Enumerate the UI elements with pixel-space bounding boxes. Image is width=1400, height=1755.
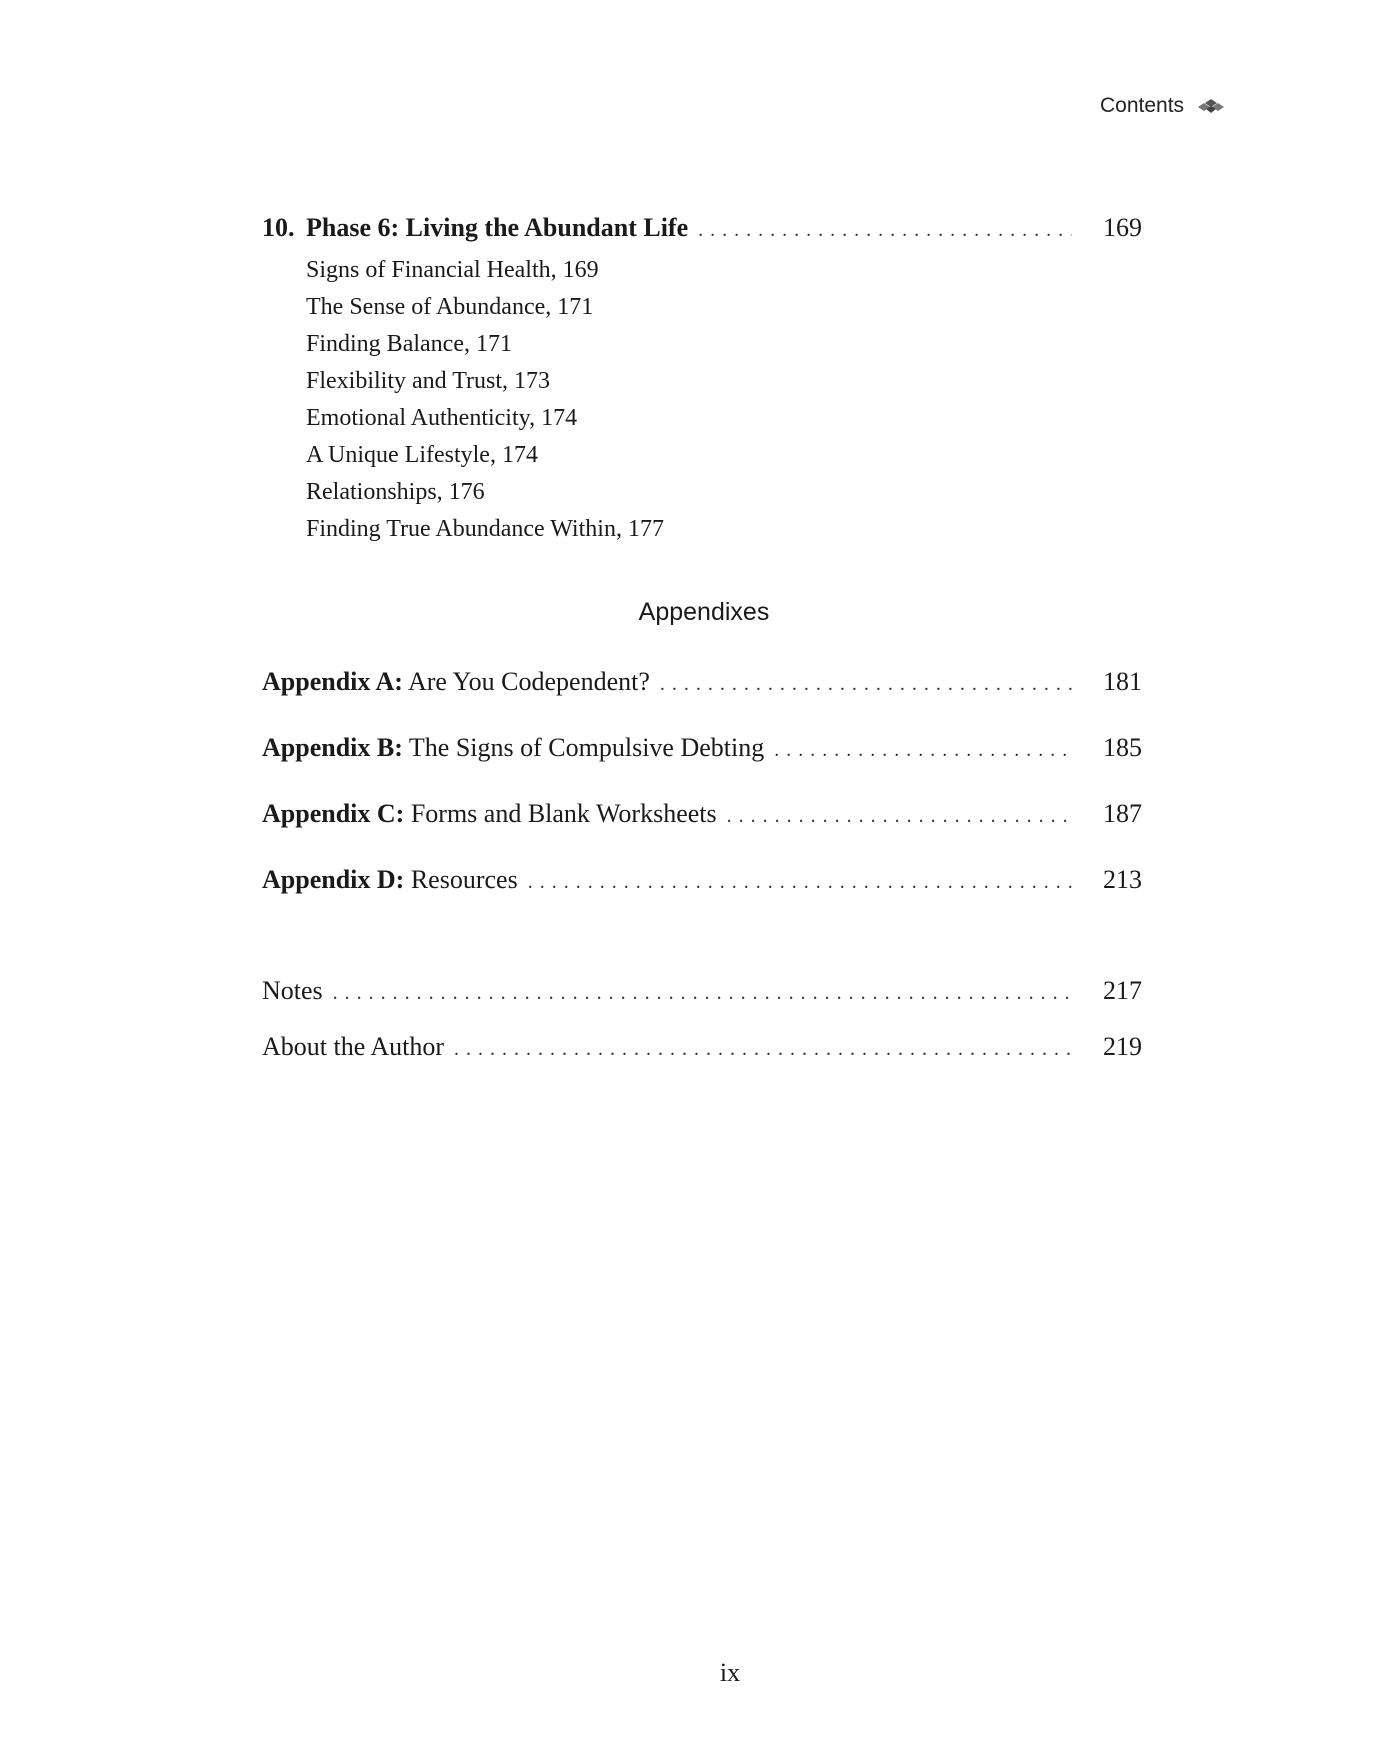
appendix-label: Appendix A: xyxy=(262,667,403,696)
subentry[interactable]: Emotional Authenticity, 174 xyxy=(306,405,578,431)
page-number: 213 xyxy=(1103,865,1142,894)
running-head xyxy=(1100,94,1224,118)
running-head-title: Contents xyxy=(1100,94,1185,117)
appendix-label: Appendix D: xyxy=(262,865,405,894)
chapter-number: 10. xyxy=(262,213,295,242)
subentry[interactable]: Relationships, 176 xyxy=(306,479,485,505)
appendix-label: Appendix C: xyxy=(262,799,405,828)
toc-entry-about-the-author[interactable] xyxy=(262,1031,1142,1065)
subentry[interactable]: The Sense of Abundance, 171 xyxy=(306,294,594,320)
dot-leader xyxy=(454,1033,1072,1065)
page-number: 185 xyxy=(1103,733,1142,762)
toc-entry-appendix-d[interactable] xyxy=(262,864,1142,898)
page-number: 187 xyxy=(1103,799,1142,828)
subentry[interactable]: Finding Balance, 171 xyxy=(306,331,512,357)
appendix-title: The Signs of Compulsive Debting xyxy=(408,733,765,762)
subentry[interactable]: Flexibility and Trust, 173 xyxy=(306,368,551,394)
page-number: 169 xyxy=(1103,213,1142,242)
entry-title: About the Author xyxy=(262,1032,444,1061)
toc-entry-appendix-c[interactable] xyxy=(262,798,1142,832)
dot-leader xyxy=(660,668,1072,700)
diamond-ornament-icon xyxy=(1198,98,1224,114)
appendix-title: Resources xyxy=(410,865,518,894)
subentry[interactable]: Signs of Financial Health, 169 xyxy=(306,257,599,283)
subentry[interactable]: Finding True Abundance Within, 177 xyxy=(306,516,664,542)
appendix-title: Forms and Blank Worksheets xyxy=(410,799,717,828)
toc-entry-appendix-b[interactable] xyxy=(262,732,1142,766)
page-number: 181 xyxy=(1103,667,1142,696)
entry-title: Notes xyxy=(262,976,323,1005)
dot-leader xyxy=(333,977,1072,1009)
page-folio: ix xyxy=(719,1658,741,1687)
subentry[interactable]: A Unique Lifestyle, 174 xyxy=(306,442,538,468)
dot-leader xyxy=(727,800,1072,832)
section-heading-appendixes: Appendixes xyxy=(638,598,770,626)
page-number: 219 xyxy=(1103,1032,1142,1061)
appendix-title: Are You Codependent? xyxy=(407,667,650,696)
dot-leader xyxy=(698,214,1072,246)
page-number: 217 xyxy=(1103,976,1142,1005)
toc-entry-chapter-10[interactable] xyxy=(262,212,1142,246)
dot-leader xyxy=(528,866,1072,898)
chapter-title: Phase 6: Living the Abundant Life xyxy=(306,213,689,242)
appendix-label: Appendix B: xyxy=(262,733,403,762)
toc-entry-appendix-a[interactable] xyxy=(262,666,1142,700)
dot-leader xyxy=(774,734,1072,766)
toc-entry-notes[interactable] xyxy=(262,975,1142,1009)
chapter-subentries xyxy=(306,252,664,548)
